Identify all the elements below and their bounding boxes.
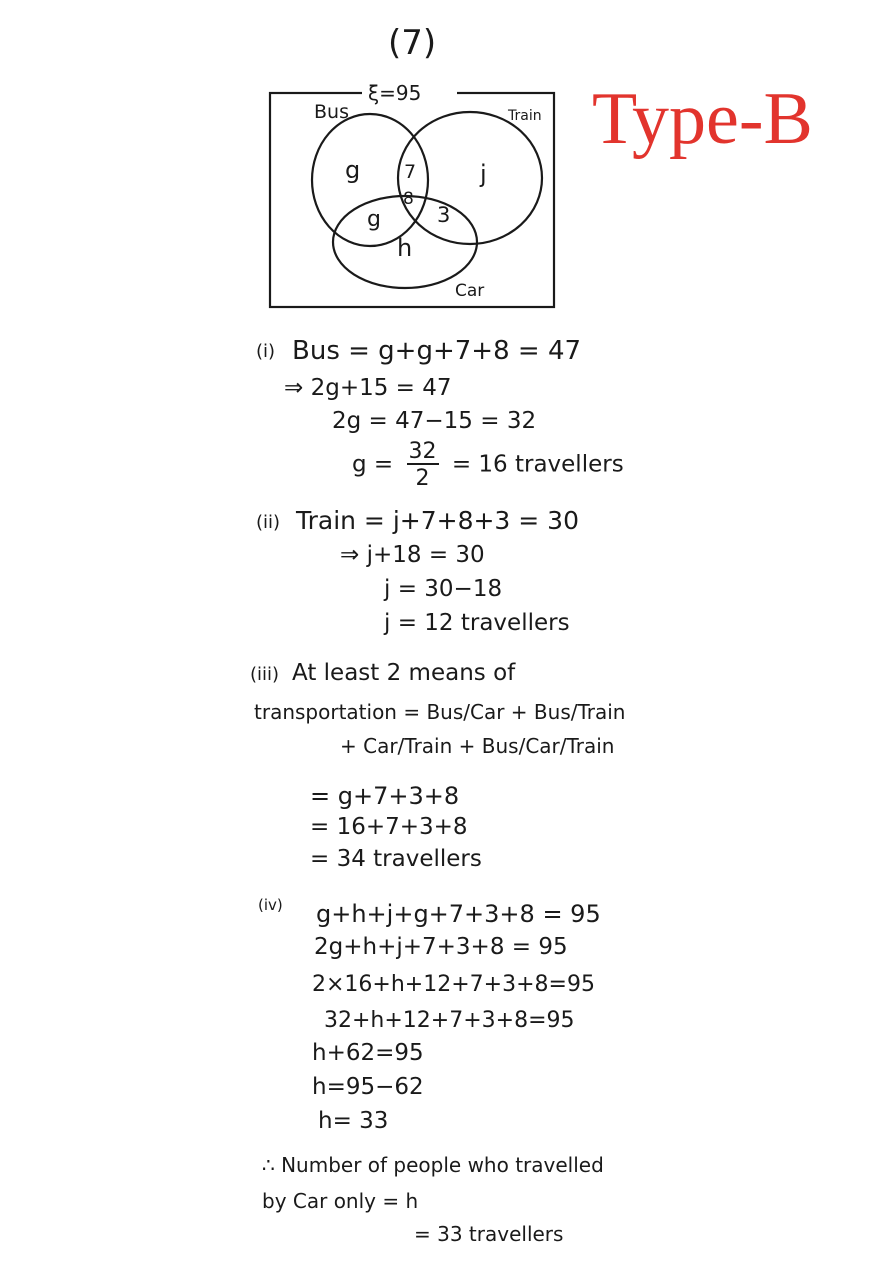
part-iii-line-2: transportation = Bus/Car + Bus/Train [254, 700, 626, 724]
part-iv-line-5: h+62=95 [312, 1040, 424, 1066]
conclusion-line-1: ∴ Number of people who travelled [262, 1153, 604, 1177]
part-i-line-2: ⇒ 2g+15 = 47 [284, 375, 452, 401]
bus-set-label: Bus [314, 101, 349, 123]
conclusion-line-3: = 33 travellers [414, 1222, 564, 1246]
part-ii-label: (ii) [256, 512, 281, 533]
part-iv-line-2: 2g+h+j+7+3+8 = 95 [314, 934, 568, 960]
part-i-result: = 16 travellers [451, 451, 624, 478]
part-iii-line-3: + Car/Train + Bus/Car/Train [340, 734, 615, 758]
part-iii-line-1: At least 2 means of [292, 660, 516, 686]
part-i-g-equals: g = [352, 451, 394, 478]
region-car-only: h [397, 234, 413, 262]
part-i-line-1: Bus = g+g+7+8 = 47 [292, 336, 582, 366]
venn-diagram [0, 0, 893, 330]
region-bus-car: g [367, 207, 381, 232]
region-train-only: j [480, 160, 487, 188]
part-ii-line-3: j = 30−18 [384, 576, 503, 602]
universe-label: ξ=95 [368, 81, 422, 105]
part-iv-line-1: g+h+j+g+7+3+8 = 95 [316, 900, 601, 928]
region-bus-only: g [345, 156, 361, 184]
page-number: (7) [388, 23, 437, 63]
part-ii-line-1: Train = j+7+8+3 = 30 [296, 506, 579, 535]
region-bus-train: 7 [404, 161, 417, 183]
part-i-line-3: 2g = 47−15 = 32 [332, 408, 537, 434]
fraction-denominator: 2 [415, 466, 430, 492]
car-set-label: Car [455, 281, 485, 301]
fraction-numerator: 32 [408, 439, 437, 464]
train-circle [398, 112, 542, 244]
part-iii-label: (iii) [250, 664, 280, 685]
region-all-three: 8 [403, 189, 414, 209]
part-i-line-4 [352, 440, 624, 490]
part-i-label: (i) [256, 341, 276, 362]
part-iv-line-6: h=95−62 [312, 1074, 424, 1100]
part-iv-label: (iv) [258, 896, 283, 914]
part-ii-line-2: ⇒ j+18 = 30 [340, 542, 485, 568]
part-iii-line-5: = 16+7+3+8 [310, 814, 468, 840]
conclusion-line-2: by Car only = h [262, 1189, 419, 1213]
part-ii-line-4: j = 12 travellers [384, 610, 570, 636]
train-set-label: Train [508, 108, 542, 124]
part-iii-line-4: = g+7+3+8 [310, 782, 460, 810]
region-train-car: 3 [437, 203, 451, 227]
part-iv-line-3: 2×16+h+12+7+3+8=95 [312, 972, 595, 997]
type-label: Type-B [592, 78, 813, 160]
part-iii-line-6: = 34 travellers [310, 846, 482, 872]
part-iv-line-4: 32+h+12+7+3+8=95 [324, 1008, 575, 1033]
part-i-fraction [407, 440, 439, 490]
part-iv-line-7: h= 33 [318, 1108, 389, 1134]
